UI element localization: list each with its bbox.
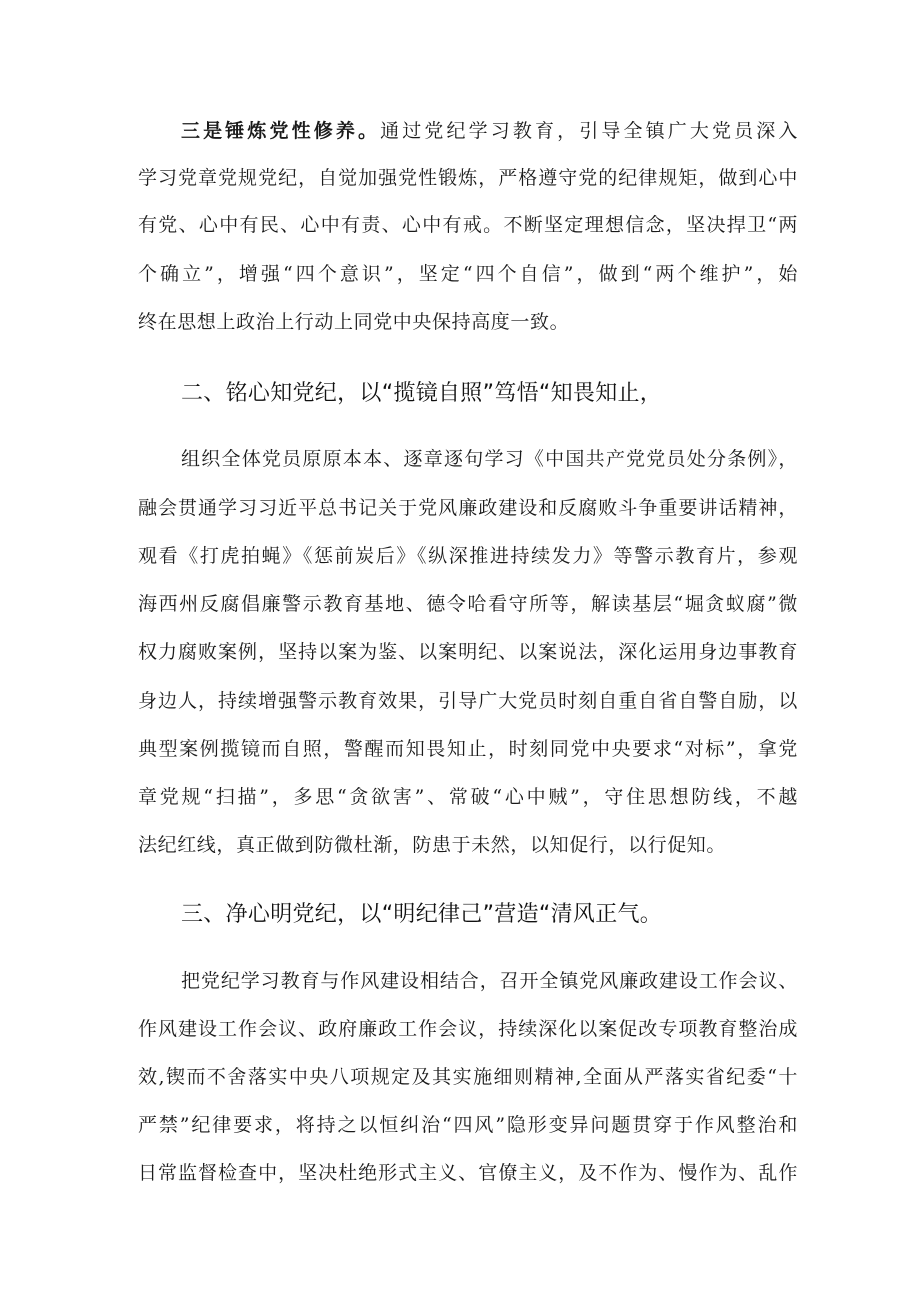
paragraph-line: 法纪红线，真正做到防微杜渐，防患于未然，以知促行，以行促知。 [138,834,727,856]
paragraph-line: 学习党章党规党纪，自觉加强党性锻炼，严格遵守党的纪律规矩，做到心中 [138,167,798,189]
paragraph-line: 章党规“扫描”，多思“贪欲害”、常破“心中贼”，守住思想防线，不越 [138,786,798,808]
paragraph-line: 日常监督检查中，坚决杜绝形式主义、官僚主义，及不作为、慢作为、乱作 [138,1162,798,1184]
paragraph-text: 通过党纪学习教育，引导全镇广大党员深入 [380,120,799,142]
paragraph-line: 终在思想上政治上行动上同党中央保持高度一致。 [138,311,570,333]
paragraph-line [181,116,798,146]
paragraph-lead: 三是锤炼党性修养。 [181,120,381,142]
paragraph-line: 身边人，持续增强警示教育效果，引导广大党员时刻自重自省自警自励，以 [138,690,798,712]
paragraph-line: 融会贯通学习习近平总书记关于党风廉政建设和反腐败斗争重要讲话精神， [138,497,798,519]
paragraph-line: 效,锲而不舍落实中央八项规定及其实施细则精神,全面从严落实省纪委“十 [138,1066,798,1088]
paragraph-line: 作风建设工作会议、政府廉政工作会议，持续深化以案促改专项教育整治成 [138,1018,798,1040]
paragraph-line: 严禁”纪律要求，将持之以恒纠治“四风”隐形变异问题贯穿于作风整治和 [138,1114,798,1136]
paragraph-line: 组织全体党员原原本本、逐章逐句学习《中国共产党党员处分条例》， [181,448,798,470]
paragraph-line: 权力腐败案例，坚持以案为鉴、以案明纪、以案说法，深化运用身边事教育 [138,641,798,663]
paragraph-line: 观看《打虎拍蝇》《惩前炭后》《纵深推进持续发力》等警示教育片，参观 [138,545,798,567]
section-heading-2: 二、铭心知党纪，以“揽镜自照”笃悟“知畏知止， [181,381,663,406]
paragraph-line: 典型案例揽镜而自照，警醒而知畏知止，时刻同党中央要求“对标”，拿党 [138,738,798,760]
section-heading-3: 三、净心明党纪，以“明纪律己”营造“清风正气。 [181,902,663,927]
paragraph-line: 有党、心中有民、心中有责、心中有戒。不断坚定理想信念，坚决捍卫“两 [138,214,798,236]
paragraph-line: 海西州反腐倡廉警示教育基地、德令哈看守所等，解读基层“堀贪蚁腐”微 [138,593,798,615]
paragraph-line: 个确立”，增强“四个意识”，坚定“四个自信”，做到“两个维护”，始 [138,263,798,285]
paragraph-line: 把党纪学习教育与作风建设相结合，召开全镇党风廉政建设工作会议、 [181,970,798,992]
